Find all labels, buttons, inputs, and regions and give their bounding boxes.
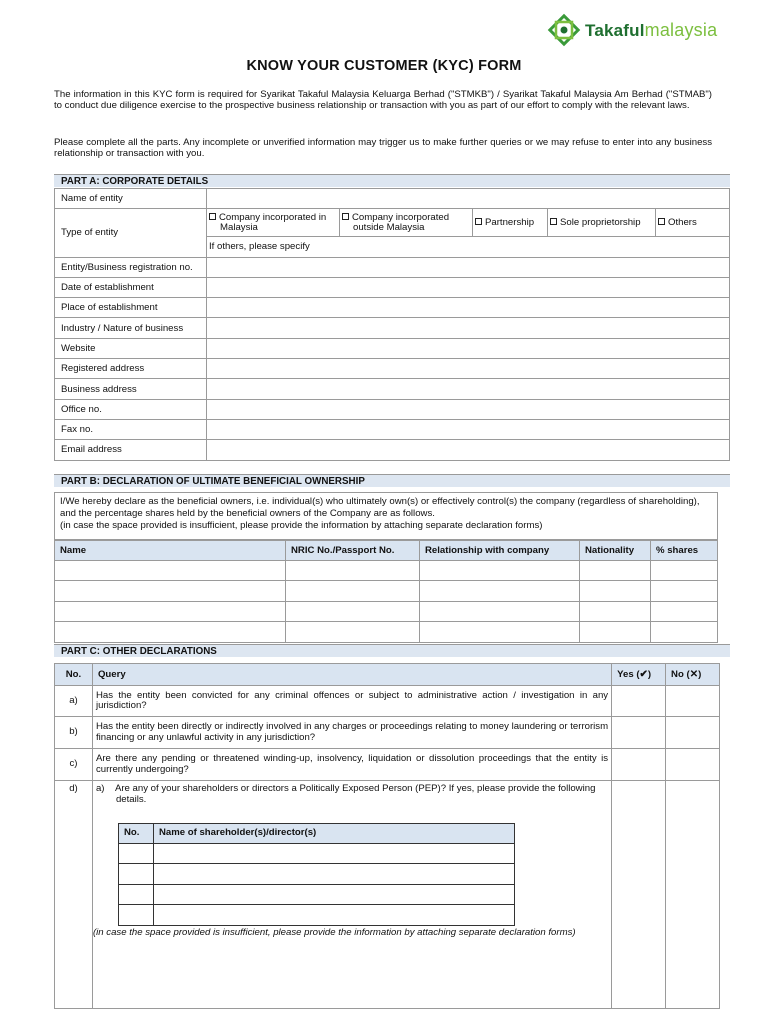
- checkbox-icon[interactable]: [550, 218, 557, 225]
- table-row: [55, 581, 718, 601]
- declaration-note: (in case the space provided is insufficient, please provide the information by attaching separate declaration forms): [60, 520, 543, 531]
- row-type-of-entity: [55, 209, 730, 237]
- field-input[interactable]: [207, 419, 730, 439]
- checkbox-icon[interactable]: [475, 218, 482, 225]
- row-field: [55, 440, 730, 460]
- query-row: [55, 749, 720, 781]
- table-header: [118, 824, 514, 844]
- table-header: [55, 664, 720, 686]
- cell[interactable]: [55, 581, 286, 601]
- field-label: Business address: [55, 379, 207, 399]
- row-field: [55, 338, 730, 358]
- declaration-text: I/We hereby declare as the beneficial owners, i.e. individual(s) who ultimately own(s) or effectively control(s) the company (regardless of shareholding), and the percentage shares held by the beneficial owners of the Company are as follows.: [60, 496, 700, 519]
- col-shareholder-name: Name of shareholder(s)/director(s): [153, 824, 514, 844]
- col-query: Query: [92, 664, 611, 686]
- others-specify-field[interactable]: If others, please specify: [207, 237, 730, 257]
- cross-icon: ✕: [689, 669, 699, 680]
- cell[interactable]: [651, 581, 718, 601]
- query-row-pep: [55, 781, 720, 1009]
- query-row: [55, 686, 720, 717]
- table-row: [55, 622, 718, 642]
- pep-note: (in case the space provided is insufficient, please provide the information by attaching separate declaration forms): [92, 927, 576, 938]
- field-input[interactable]: [207, 440, 730, 460]
- row-field: [55, 399, 730, 419]
- part-c-heading: PART C: OTHER DECLARATIONS: [54, 644, 730, 657]
- query-number: d): [55, 781, 93, 1009]
- table-row: [118, 844, 514, 864]
- col-no: No.: [55, 664, 93, 686]
- beneficial-owners-table: [54, 540, 718, 643]
- pep-query-cell: [92, 781, 611, 1009]
- cell[interactable]: [153, 905, 514, 925]
- cell[interactable]: [153, 884, 514, 904]
- row-field: [55, 419, 730, 439]
- pep-query-text: a) Are any of your shareholders or directors a Politically Exposed Person (PEP)? If yes, please provide the following details.: [95, 783, 596, 805]
- row-name-of-entity: [55, 189, 730, 209]
- field-label: Office no.: [55, 399, 207, 419]
- takaful-logo-icon: [547, 13, 581, 47]
- cell[interactable]: [580, 622, 651, 642]
- field-input[interactable]: [207, 359, 730, 379]
- no-answer-cell[interactable]: [666, 717, 720, 749]
- cell[interactable]: [580, 601, 651, 621]
- row-field: [55, 379, 730, 399]
- cell[interactable]: [118, 864, 153, 884]
- cell[interactable]: [580, 581, 651, 601]
- cell[interactable]: [286, 581, 420, 601]
- intro-paragraph-1: The information in this KYC form is required for Syarikat Takaful Malaysia Keluarga Berhad ("STMKB") / Syarikat Takaful Malaysia Am Berhad ("STMAB") to conduct due diligence exercise to the prospective business relationship or transaction with you as part of our effort to comply with the relevant laws.: [54, 89, 712, 111]
- option-partnership[interactable]: Partnership: [473, 209, 548, 237]
- field-label: Date of establishment: [55, 277, 207, 297]
- no-answer-cell[interactable]: [666, 686, 720, 717]
- yes-answer-cell[interactable]: [612, 717, 666, 749]
- cell[interactable]: [651, 622, 718, 642]
- table-row: [118, 884, 514, 904]
- row-field: [55, 298, 730, 318]
- label-name-of-entity: Name of entity: [55, 189, 207, 209]
- field-label: Fax no.: [55, 419, 207, 439]
- cell[interactable]: [651, 561, 718, 581]
- col-nationality: Nationality: [580, 541, 651, 561]
- row-field: [55, 359, 730, 379]
- col-yes: Yes (✔): [612, 664, 666, 686]
- option-company-outside-malaysia[interactable]: Company incorporated outside Malaysia: [340, 209, 473, 237]
- cell[interactable]: [420, 581, 580, 601]
- no-answer-cell[interactable]: [666, 781, 720, 1009]
- query-text: Has the entity been convicted for any criminal offences or subject to administrative action / investigation in any jurisdiction?: [92, 686, 611, 717]
- field-label: Email address: [55, 440, 207, 460]
- table-header: [55, 541, 718, 561]
- checkbox-icon[interactable]: [342, 213, 349, 220]
- cell[interactable]: [118, 844, 153, 864]
- field-input[interactable]: [207, 298, 730, 318]
- field-input[interactable]: [207, 338, 730, 358]
- col-relationship: Relationship with company: [420, 541, 580, 561]
- table-row: [118, 905, 514, 925]
- query-number: a): [55, 686, 93, 717]
- check-icon: ✔: [639, 669, 648, 680]
- intro-paragraph-2: Please complete all the parts. Any incomplete or unverified information may trigger us to make further queries or we may refuse to enter into any business relationship or transaction with you.: [54, 137, 712, 159]
- label-type-of-entity: Type of entity: [55, 209, 207, 257]
- table-row: [55, 601, 718, 621]
- field-label: Registered address: [55, 359, 207, 379]
- yes-answer-cell[interactable]: [612, 749, 666, 781]
- beneficial-ownership-declaration: [54, 492, 718, 540]
- col-no: No.: [118, 824, 153, 844]
- field-input[interactable]: [207, 399, 730, 419]
- field-label: Website: [55, 338, 207, 358]
- option-sole-proprietorship[interactable]: Sole proprietorship: [548, 209, 656, 237]
- logo-wordmark: Takafulmalaysia: [585, 19, 718, 40]
- form-title: KNOW YOUR CUSTOMER (KYC) FORM: [246, 58, 522, 74]
- company-logo: [547, 12, 747, 48]
- other-declarations-table: [54, 663, 720, 1009]
- yes-answer-cell[interactable]: [612, 781, 666, 1009]
- cell[interactable]: [420, 601, 580, 621]
- cell[interactable]: [118, 884, 153, 904]
- option-others[interactable]: Others: [656, 209, 730, 237]
- yes-answer-cell[interactable]: [612, 686, 666, 717]
- field-input[interactable]: [207, 257, 730, 277]
- query-number: c): [55, 749, 93, 781]
- field-input[interactable]: [207, 379, 730, 399]
- field-label: Industry / Nature of business: [55, 318, 207, 338]
- cell[interactable]: [153, 864, 514, 884]
- cell[interactable]: [286, 601, 420, 621]
- cell[interactable]: [55, 601, 286, 621]
- no-answer-cell[interactable]: [666, 749, 720, 781]
- cell[interactable]: [580, 561, 651, 581]
- col-name: Name: [55, 541, 286, 561]
- row-field: [55, 257, 730, 277]
- checkbox-icon[interactable]: [209, 213, 216, 220]
- table-row: [55, 561, 718, 581]
- name-of-entity-field[interactable]: [207, 189, 730, 209]
- part-a-heading: PART A: CORPORATE DETAILS: [54, 174, 730, 187]
- cell[interactable]: [651, 601, 718, 621]
- cell[interactable]: [55, 561, 286, 581]
- checkbox-icon[interactable]: [658, 218, 665, 225]
- cell[interactable]: [55, 622, 286, 642]
- option-company-malaysia[interactable]: Company incorporated in Malaysia: [207, 209, 340, 237]
- col-nric: NRIC No./Passport No.: [286, 541, 420, 561]
- cell[interactable]: [118, 905, 153, 925]
- query-text: Are there any pending or threatened winding-up, insolvency, liquidation or dissolution proceedings that the entity is currently undergoing?: [92, 749, 611, 781]
- col-no-answer: No (✕): [666, 664, 720, 686]
- field-label: Place of establishment: [55, 298, 207, 318]
- query-row: [55, 717, 720, 749]
- row-field: [55, 277, 730, 297]
- part-b-heading: PART B: DECLARATION OF ULTIMATE BENEFICIAL OWNERSHIP: [54, 474, 730, 487]
- cell[interactable]: [420, 622, 580, 642]
- field-label: Entity/Business registration no.: [55, 257, 207, 277]
- row-field: [55, 318, 730, 338]
- cell[interactable]: [420, 561, 580, 581]
- cell[interactable]: [286, 561, 420, 581]
- query-text: Has the entity been directly or indirectly involved in any charges or proceedings relating to money laundering or terrorism financing or any unlawful activity in any jurisdiction?: [92, 717, 611, 749]
- field-input[interactable]: [207, 318, 730, 338]
- cell[interactable]: [286, 622, 420, 642]
- table-row: [118, 864, 514, 884]
- field-input[interactable]: [207, 277, 730, 297]
- query-number: b): [55, 717, 93, 749]
- col-shares: % shares: [651, 541, 718, 561]
- cell[interactable]: [153, 844, 514, 864]
- corporate-details-table: [54, 188, 730, 461]
- pep-shareholders-table: [118, 823, 515, 926]
